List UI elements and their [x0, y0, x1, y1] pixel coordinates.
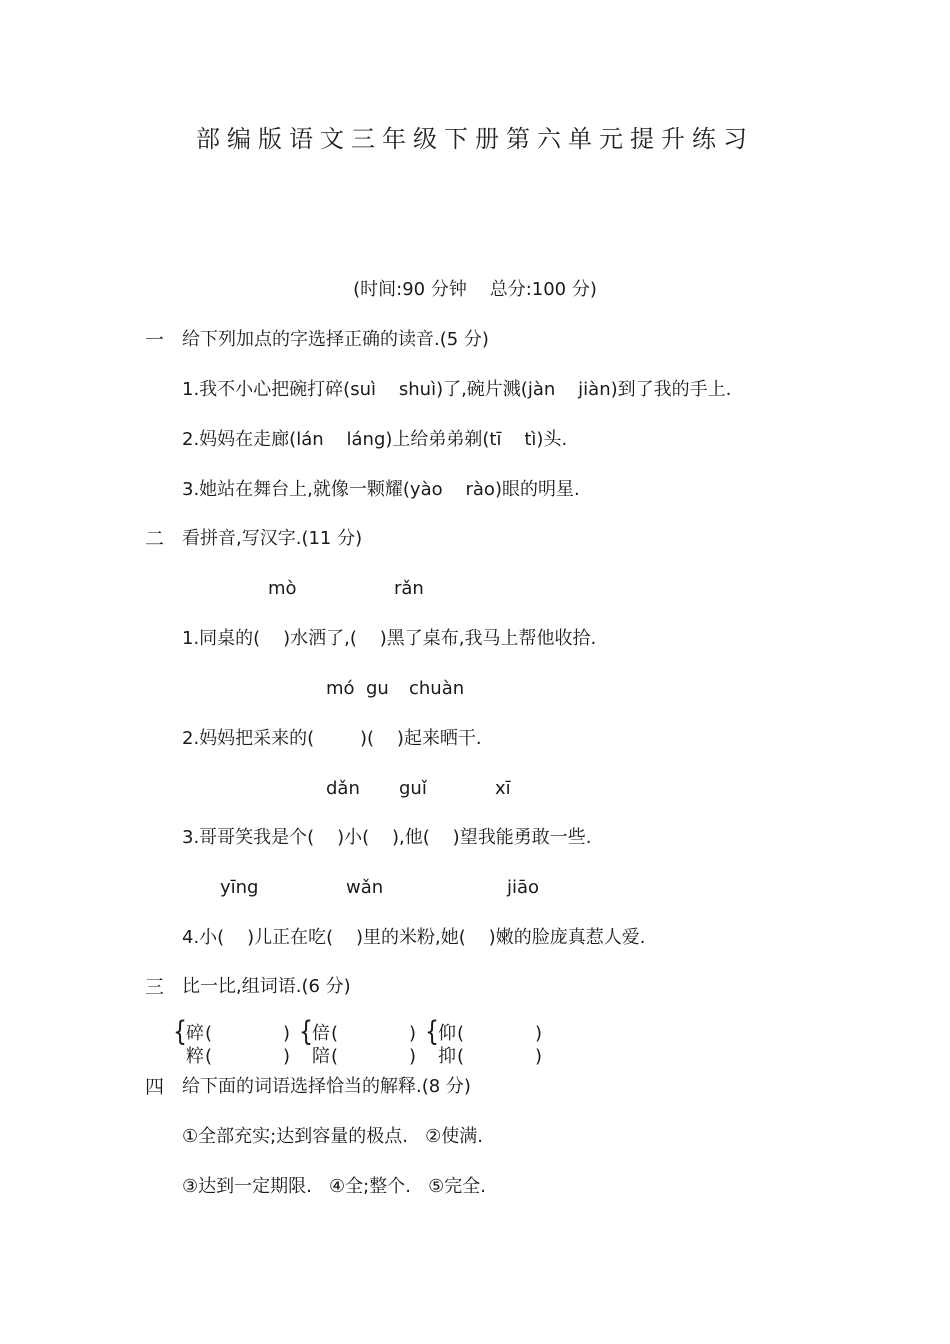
pair-3-bottom-open: (: [457, 1046, 465, 1067]
pair-2-bottom-open: (: [331, 1046, 339, 1067]
open-brace-1: {: [173, 1016, 187, 1048]
section-4-instruction: 给下面的词语选择恰当的解释.(8 分): [182, 1076, 471, 1097]
section-2-number: 二: [145, 528, 165, 550]
pinyin-jiao: jiāo: [507, 877, 540, 898]
pair-2-top-char: 倍: [312, 1023, 330, 1044]
pinyin-chuan: chuàn: [409, 678, 465, 699]
pair-1-top-open: (: [205, 1023, 213, 1044]
question-1-1: 1.我不小心把碗打碎(suì shuì)了,碗片溅(jàn jiàn)到了我的手上.: [182, 379, 732, 400]
pinyin-xi: xī: [495, 778, 511, 799]
section-1-number: 一: [145, 329, 165, 351]
pair-1-bottom-close: ): [283, 1046, 291, 1067]
definition-line-1: ①全部充实;达到容量的极点. ②使满.: [182, 1126, 483, 1147]
pair-2-bottom-close: ): [409, 1046, 417, 1067]
pinyin-mogu: mó gu: [326, 678, 389, 699]
exam-info: (时间:90 分钟 总分:100 分): [353, 279, 597, 300]
pair-2-top-close: ): [409, 1023, 417, 1044]
pair-2-bottom-char: 陪: [312, 1046, 330, 1067]
pair-1-top-close: ): [283, 1023, 291, 1044]
section-4-number: 四: [145, 1076, 165, 1098]
open-brace-2: {: [299, 1016, 313, 1048]
pair-3-bottom-close: ): [535, 1046, 543, 1067]
section-1-instruction: 给下列加点的字选择正确的读音.(5 分): [182, 329, 489, 350]
pinyin-ran: rǎn: [394, 578, 424, 599]
question-1-3: 3.她站在舞台上,就像一颗耀(yào rào)眼的明星.: [182, 479, 580, 500]
section-2-instruction: 看拼音,写汉字.(11 分): [182, 528, 363, 549]
pair-1-bottom-open: (: [205, 1046, 213, 1067]
pair-2-top-open: (: [331, 1023, 339, 1044]
question-2-4: 4.小( )儿正在吃( )里的米粉,她( )嫩的脸庞真惹人爱.: [182, 927, 646, 948]
section-3-instruction: 比一比,组词语.(6 分): [182, 976, 351, 997]
question-2-2: 2.妈妈把采来的( )( )起来晒干.: [182, 728, 482, 749]
pinyin-mo: mò: [268, 578, 297, 599]
section-3-number: 三: [145, 976, 165, 998]
pinyin-gui: guǐ: [399, 778, 427, 799]
question-1-2: 2.妈妈在走廊(lán láng)上给弟弟剃(tī tì)头.: [182, 429, 568, 450]
pair-3-top-char: 仰: [438, 1023, 456, 1044]
pinyin-wan: wǎn: [346, 877, 384, 898]
question-2-3: 3.哥哥笑我是个( )小( ),他( )望我能勇敢一些.: [182, 827, 592, 848]
pair-3-bottom-char: 抑: [438, 1046, 456, 1067]
pair-3-top-open: (: [457, 1023, 465, 1044]
pair-3-top-close: ): [535, 1023, 543, 1044]
pair-1-top-char: 碎: [186, 1023, 204, 1044]
pair-1-bottom-char: 粹: [186, 1046, 204, 1067]
pinyin-dan: dǎn: [326, 778, 360, 799]
open-brace-3: {: [425, 1016, 439, 1048]
pinyin-ying: yīng: [220, 877, 259, 898]
page-title: 部编版语文三年级下册第六单元提升练习: [196, 125, 754, 153]
definition-line-2: ③达到一定期限. ④全;整个. ⑤完全.: [182, 1176, 486, 1197]
question-2-1: 1.同桌的( )水洒了,( )黑了桌布,我马上帮他收拾.: [182, 628, 597, 649]
